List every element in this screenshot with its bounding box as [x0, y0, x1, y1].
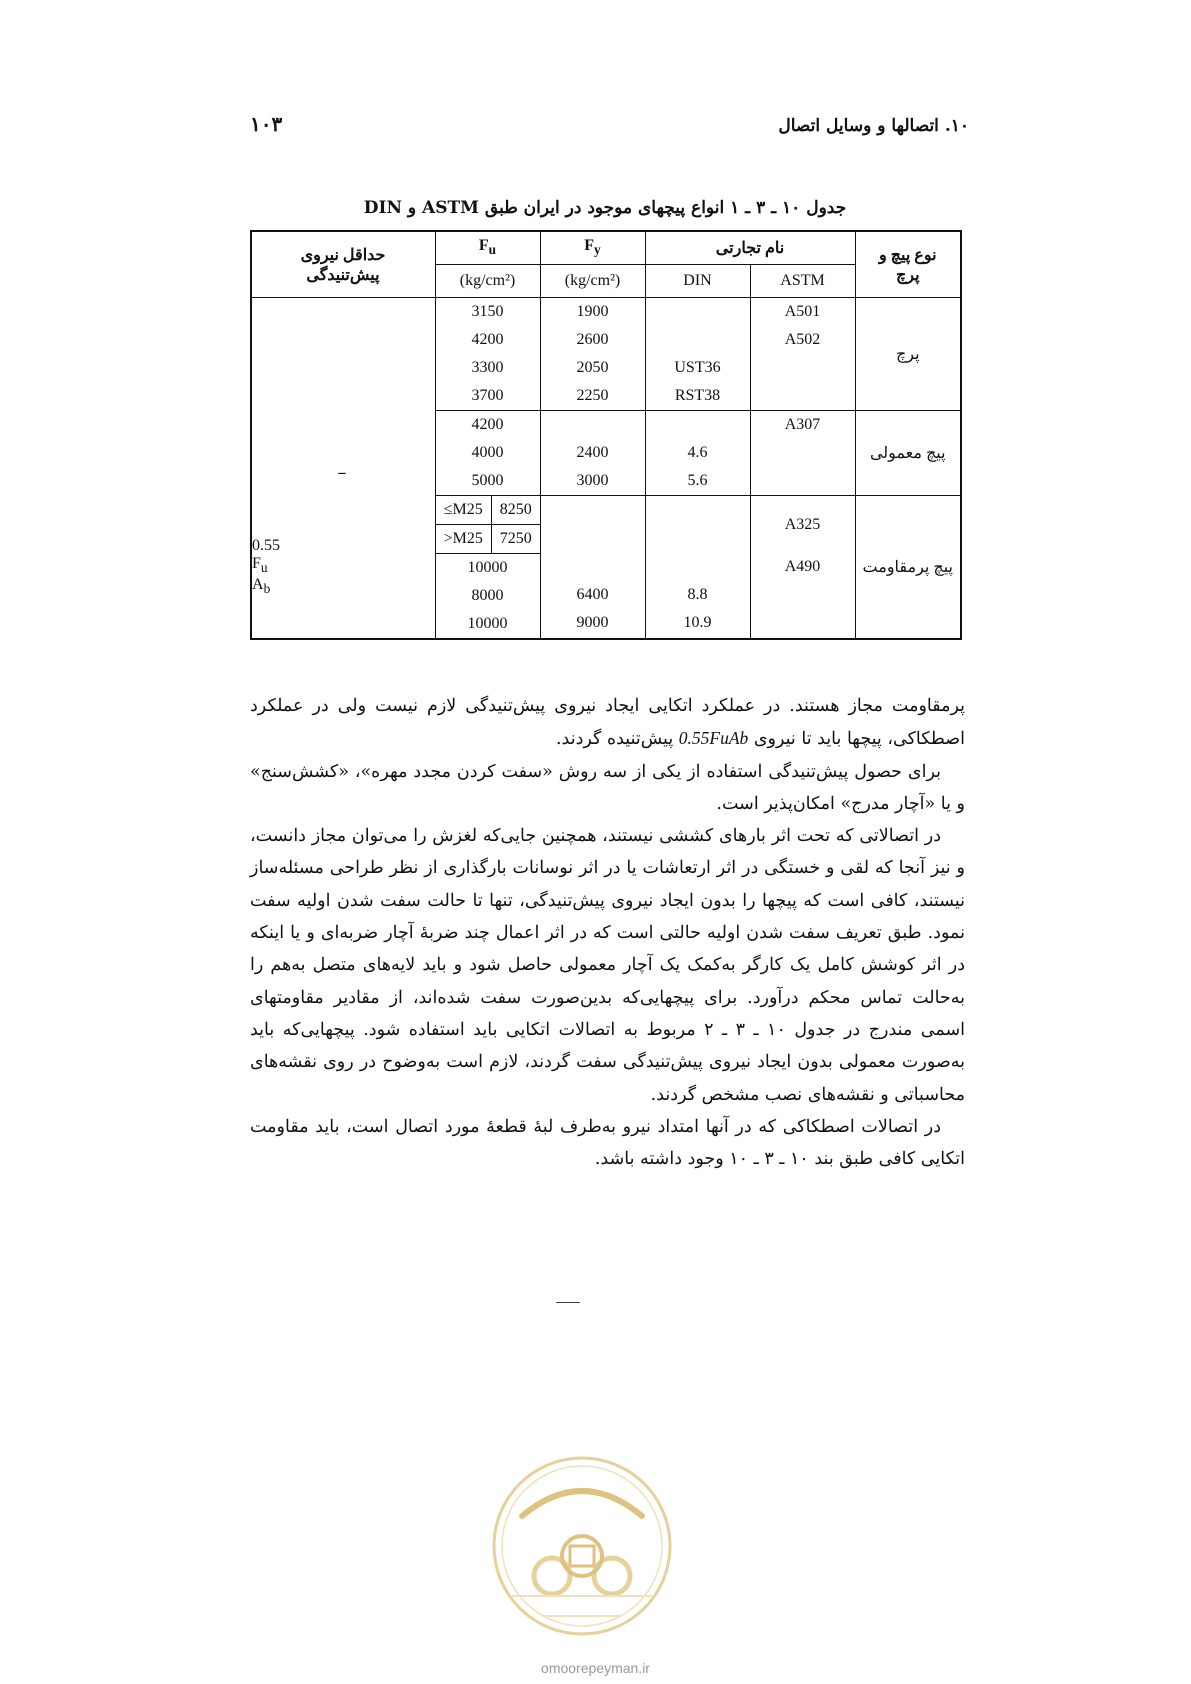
watermark-url: omoorepeyman.ir: [541, 1660, 650, 1676]
fy-cell: 2400 3000: [540, 411, 645, 496]
pretension-dash: –: [337, 462, 347, 483]
type-high-strength: پیچ پرمقاومت: [862, 559, 953, 576]
table-row: [251, 298, 961, 411]
bolt-types-table: [250, 230, 960, 640]
type-ordinary: پیچ معمولی: [869, 445, 946, 462]
page-number: ۱۰۳: [250, 112, 283, 136]
type-rivet: پرچ: [895, 346, 920, 363]
body-text: [250, 690, 965, 1175]
header-fu: $F_u$: [435, 231, 540, 265]
paragraph: برای حصول پیش‌تنیدگی استفاده از یکی از سه روش «سفت کردن مجدد مهره»، «کشش‌سنج» و یا «آچار مدرج» امکان‌پذیر است.: [250, 761, 965, 814]
table-caption: جدول ۱۰ ـ ۳ ـ ۱ انواع پیچهای موجود در ایران طبق ASTM و DIN: [363, 198, 847, 218]
header-fy: $F_y$: [540, 231, 645, 265]
paragraph: در اتصالاتی که تحت اثر بارهای کششی نیستند، همچنین جایی‌که لغزش را می‌توان مجاز دانست، و نیز آنجا که لقی و خستگی در اثر ارتعاشات یا در اثر نوسانات بارگذاری از نظر طراحی مسئله‌ساز نیستند، کافی است که پیچها را بدون ایجاد نیروی پیش‌تنیدگی، تنها تا حالت سفت شدن اولیه سفت نمود. طبق تعریف سفت شدن اولیه حالتی است که در اثر اعمال چند ضربهٔ آچار ضربه‌ای و یا اینکه در اثر کوشش کامل یک کارگر به‌کمک یک آچار معمولی حاصل شود و باید لایه‌های متصل به‌هم را به‌حالت تماس محکم درآورد. برای پیچهایی‌که بدین‌صورت سفت شده‌اند، از مقادیر مقاومتهای اسمی مندرج در جدول ۱۰ ـ ۳ ـ ۲ مربوط به اتصالات اتکایی باید استفاده شود. پیچهایی‌که باید به‌صورت معمولی بدون ایجاد نیروی پیش‌تنیدگی سفت گردند، لازم است به‌وضوح در روی نقشه‌های محاسباتی و نقشه‌های نصب مشخص گردند.: [250, 826, 965, 1105]
header-fu-unit: (kg/cm²): [435, 265, 540, 298]
fu-cell: 3150 4200 3300 3700: [435, 298, 540, 411]
running-header: ۱۰. اتصالها و وسایل اتصال: [778, 116, 969, 136]
fu-cell: ≤M25 8250 >M25 7250 10000 8000 10000: [435, 496, 540, 640]
astm-cell: A501 A502: [750, 298, 855, 411]
separator-line: [556, 1302, 580, 1303]
paragraph: پرمقاومت مجاز هستند. در عملکرد اتکایی ایجاد نیروی پیش‌تنیدگی لازم نیست ولی در عملکرد اصطکاکی، پیچها باید تا نیروی 0.55FuAb پیش‌تنیده گردند.: [250, 696, 965, 750]
publisher-logo-watermark: [482, 1446, 682, 1656]
din-cell: 4.6 5.6: [645, 411, 750, 496]
din-cell: 8.8 10.9: [645, 496, 750, 640]
header-trade-name: نام تجارتی: [645, 231, 855, 265]
fy-cell: 1900 2600 2050 2250: [540, 298, 645, 411]
header-pretension: حداقل نیروی پیش‌تنیدگی: [251, 231, 435, 298]
header-type: نوع پیچ و پرچ: [855, 231, 961, 298]
paragraph: در اتصالات اصطکاکی که در آنها امتداد نیرو به‌طرف لبهٔ قطعهٔ مورد اتصال است، باید مقاومت اتکایی کافی طبق بند ۱۰ ـ ۳ ـ ۱۰ وجود داشته باشد.: [250, 1116, 965, 1170]
fu-cell: 4200 4000 5000: [435, 411, 540, 496]
header-din: DIN: [645, 265, 750, 298]
header-astm: ASTM: [750, 265, 855, 298]
table-row: پیچ پرمقاومت A325 A490 8.8 10.9 6400 9000 ≤M25 8250 >M25 7250 10000 8000 10000 0.55 $F_u$ $A_b$: [251, 496, 961, 640]
header-fy-unit: (kg/cm²): [540, 265, 645, 298]
astm-cell: A307: [750, 411, 855, 496]
astm-cell: A325 A490: [750, 496, 855, 640]
fy-cell: 6400 9000: [540, 496, 645, 640]
din-cell: UST36 RST38: [645, 298, 750, 411]
